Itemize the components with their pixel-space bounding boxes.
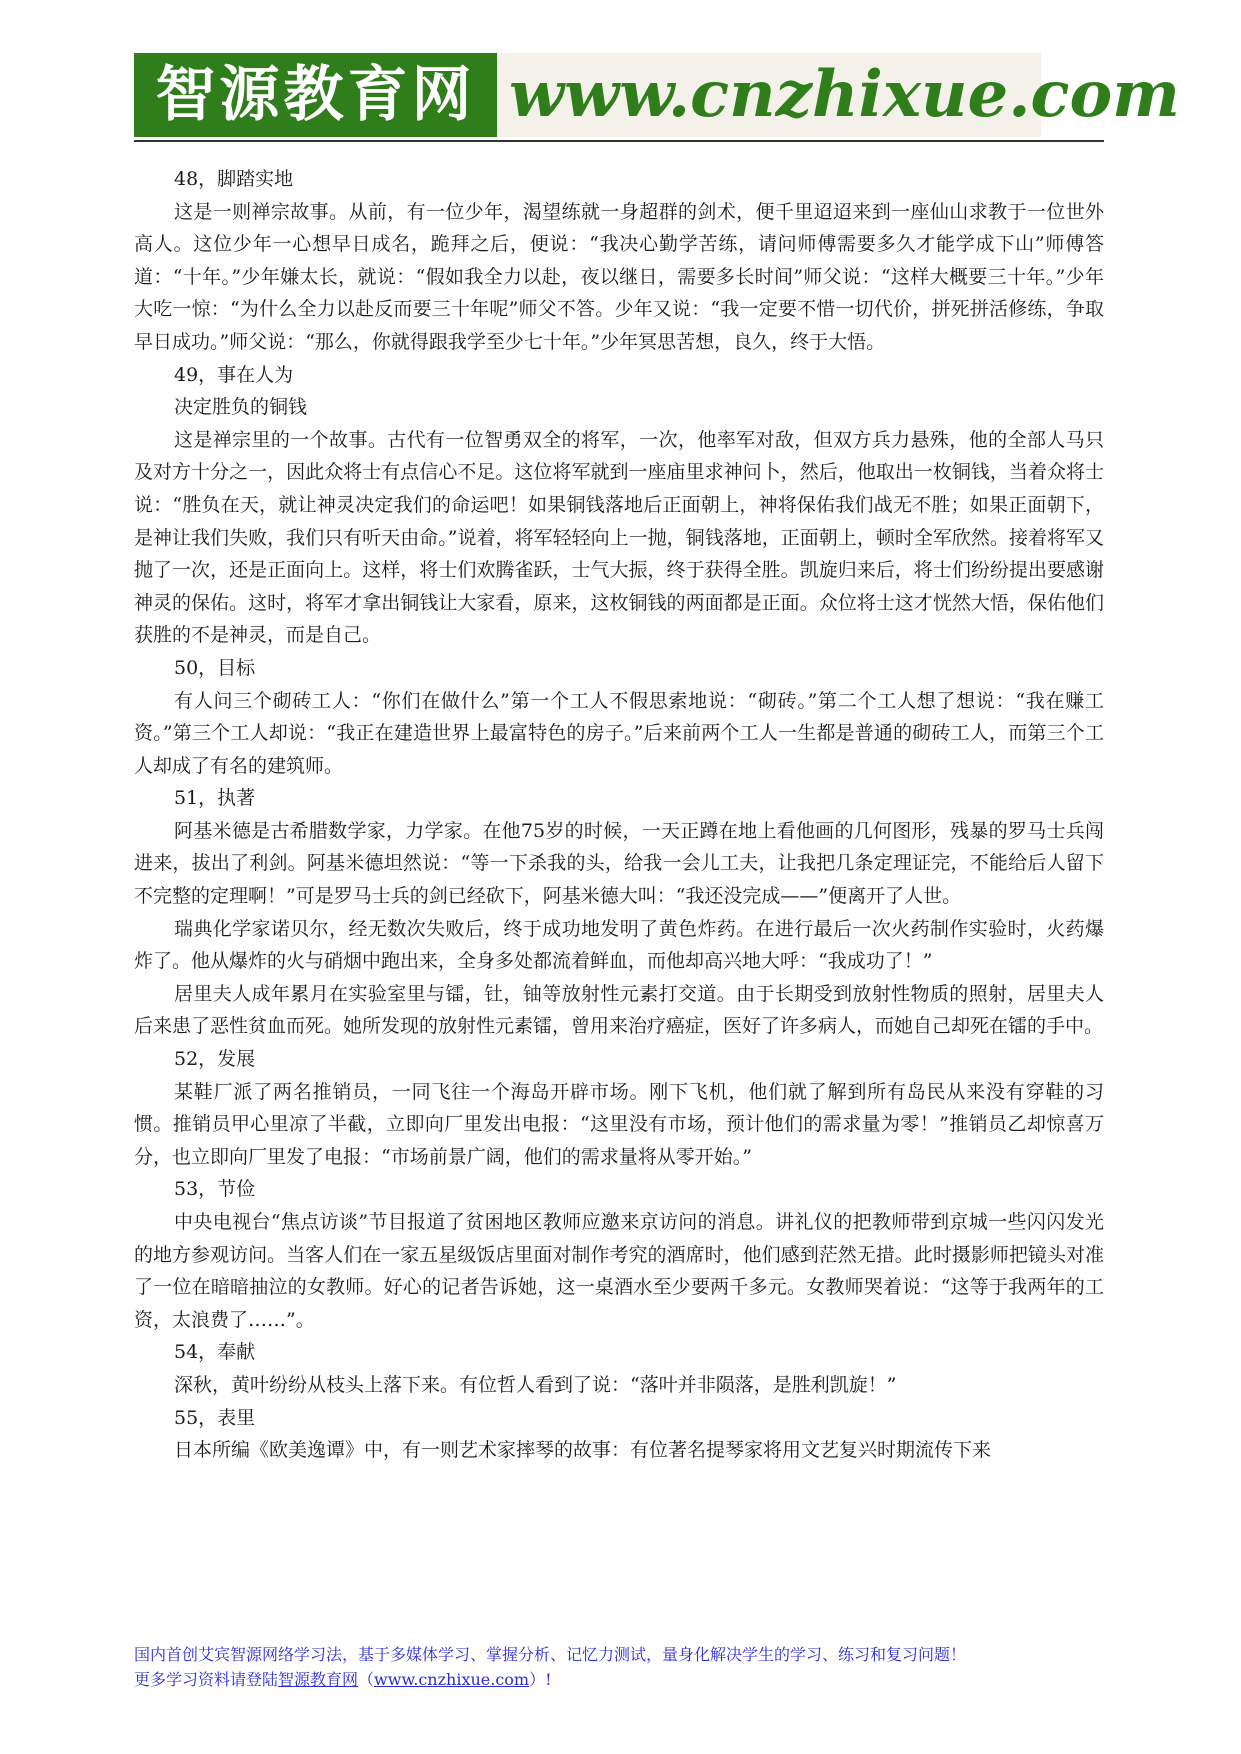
paragraph: 中央电视台“焦点访谈”节目报道了贫困地区教师应邀来京访问的消息。讲礼仪的把教师带到京城一些闪闪发光的地方参观访问。当客人们在一家五星级饭店里面对制作考究的酒席时，他们感到茫然无措。此时摄影师把镜头对准了一位在暗暗抽泣的女教师。好心的记者告诉她，这一桌酒水至少要两千多元。女教师哭着说：“这等于我两年的工资，太浪费了……”。 <box>134 1211 1104 1331</box>
paragraph: 阿基米德是古希腊数学家，力学家。在他75岁的时候，一天正蹲在地上看他画的几何图形，残暴的罗马士兵闯进来，拔出了利剑。阿基米德坦然说：“等一下杀我的头，给我一会儿工夫，让我把几条定理证完，不能给后人留下不完整的定理啊！”可是罗马士兵的剑已经砍下，阿基米德大叫：“我还没完成——”便离开了人世。 <box>134 819 1104 908</box>
heading-51: 51，执著 <box>174 787 256 810</box>
paragraph: 瑞典化学家诺贝尔，经无数次失败后，终于成功地发明了黄色炸药。在进行最后一次火药制作实验时，火药爆炸了。他从爆炸的火与硝烟中跑出来，全身多处都流着鲜血，而他却高兴地大呼：“我成功了！” <box>134 917 1104 973</box>
logo-text: 智源教育网 <box>155 60 476 130</box>
heading-50: 50，目标 <box>174 656 256 679</box>
site-banner <box>134 53 1180 137</box>
heading-48: 48，脚踏实地 <box>174 168 294 190</box>
footer-site-link[interactable]: 智源教育网 <box>278 1670 359 1689</box>
logo[interactable] <box>134 53 497 137</box>
footer-url-link[interactable]: www.cnzhixue.com <box>374 1670 530 1689</box>
paragraph: 某鞋厂派了两名推销员，一同飞往一个海岛开辟市场。刚下飞机，他们就了解到所有岛民从来没有穿鞋的习惯。推销员甲心里凉了半截，立即向厂里发出电报：“这里没有市场，预计他们的需求量为零！”推销员乙却惊喜万分，也立即向厂里发了电报：“市场前景广阔，他们的需求量将从零开始。” <box>134 1080 1104 1168</box>
footer-paren-open: （ <box>358 1670 375 1689</box>
heading-53: 53，节俭 <box>174 1178 256 1201</box>
paragraph: 这是禅宗里的一个故事。古代有一位智勇双全的将军，一次，他率军对敌，但双方兵力悬殊，他的全部人马只及对方十分之一，因此众将士有点信心不足。这位将军就到一座庙里求神问卜，然后，他取出一枚铜钱，当着众将士说：“胜负在天，就让神灵决定我们的命运吧！如果铜钱落地后正面朝上，神将保佑我们战无不胜；如果正面朝下，是神让我们失败，我们只有听天由命。”说着，将军轻轻向上一抛，铜钱落地，正面朝上，顿时全军欣然。接着将军又抛了一次，还是正面向上。这样，将士们欢腾雀跃，士气大振，终于获得全胜。凯旋归来后，将士们纷纷提出要感谢神灵的保佑。这时，将军才拿出铜钱让大家看，原来，这枚铜钱的两面都是正面。众位将士这才恍然大悟，保佑他们获胜的不是神灵，而是自己。 <box>134 428 1104 647</box>
heading-54: 54，奉献 <box>174 1341 256 1364</box>
page-footer <box>134 1642 1114 1692</box>
site-url[interactable]: www.cnzhixue.com <box>509 57 1180 132</box>
paragraph: 这是一则禅宗故事。从前，有一位少年，渴望练就一身超群的剑术，便千里迢迢来到一座仙山求教于一位世外高人。这位少年一心想早日成名，跪拜之后，便说：“我决心勤学苦练，请问师傅需要多久才能学成下山”师傅答道：“十年。”少年嫌太长，就说：“假如我全力以赴，夜以继日，需要多长时间”师父说：“这样大概要三十年。”少年大吃一惊：“为什么全力以赴反而要三十年呢”师父不答。少年又说：“我一定要不惜一切代价，拼死拼活修练，争取早日成功。”师父说：“那么，你就得跟我学至少七十年。”少年冥思苦想，良久，终于大悟。 <box>134 200 1104 353</box>
paragraph: 深秋，黄叶纷纷从枝头上落下来。有位哲人看到了说：“落叶并非陨落，是胜利凯旋！” <box>174 1373 897 1396</box>
heading-49: 49，事在人为 <box>174 363 294 386</box>
footer-prefix: 更多学习资料请登陆 <box>134 1670 279 1689</box>
footer-suffix: ）! <box>529 1670 552 1689</box>
document-body <box>134 163 1104 1467</box>
paragraph: 日本所编《欧美逸谭》中，有一则艺术家摔琴的故事：有位著名提琴家将用文艺复兴时期流传下来 <box>174 1439 992 1462</box>
heading-55: 55，表里 <box>174 1406 256 1429</box>
footer-line-2 <box>134 1667 1114 1692</box>
heading-52: 52，发展 <box>174 1048 256 1071</box>
paragraph: 有人问三个砌砖工人：“你们在做什么”第一个工人不假思索地说：“砌砖。”第二个工人想了想说：“我在赚工资。”第三个工人却说：“我正在建造世界上最富特色的房子。”后来前两个工人一生都是普通的砌砖工人，而第三个工人却成了有名的建筑师。 <box>134 689 1104 777</box>
paragraph: 居里夫人成年累月在实验室里与镭，钍，铀等放射性元素打交道。由于长期受到放射性物质的照射，居里夫人后来患了恶性贫血而死。她所发现的放射性元素镭，曾用来治疗癌症，医好了许多病人，而她自己却死在镭的手中。 <box>134 982 1104 1038</box>
footer-line-1: 国内首创艾宾智源网络学习法，基于多媒体学习、掌握分析、记忆力测试，量身化解决学生的学习、练习和复习问题！ <box>134 1645 967 1664</box>
header-divider <box>134 140 1104 142</box>
subheading: 决定胜负的铜钱 <box>174 396 308 419</box>
